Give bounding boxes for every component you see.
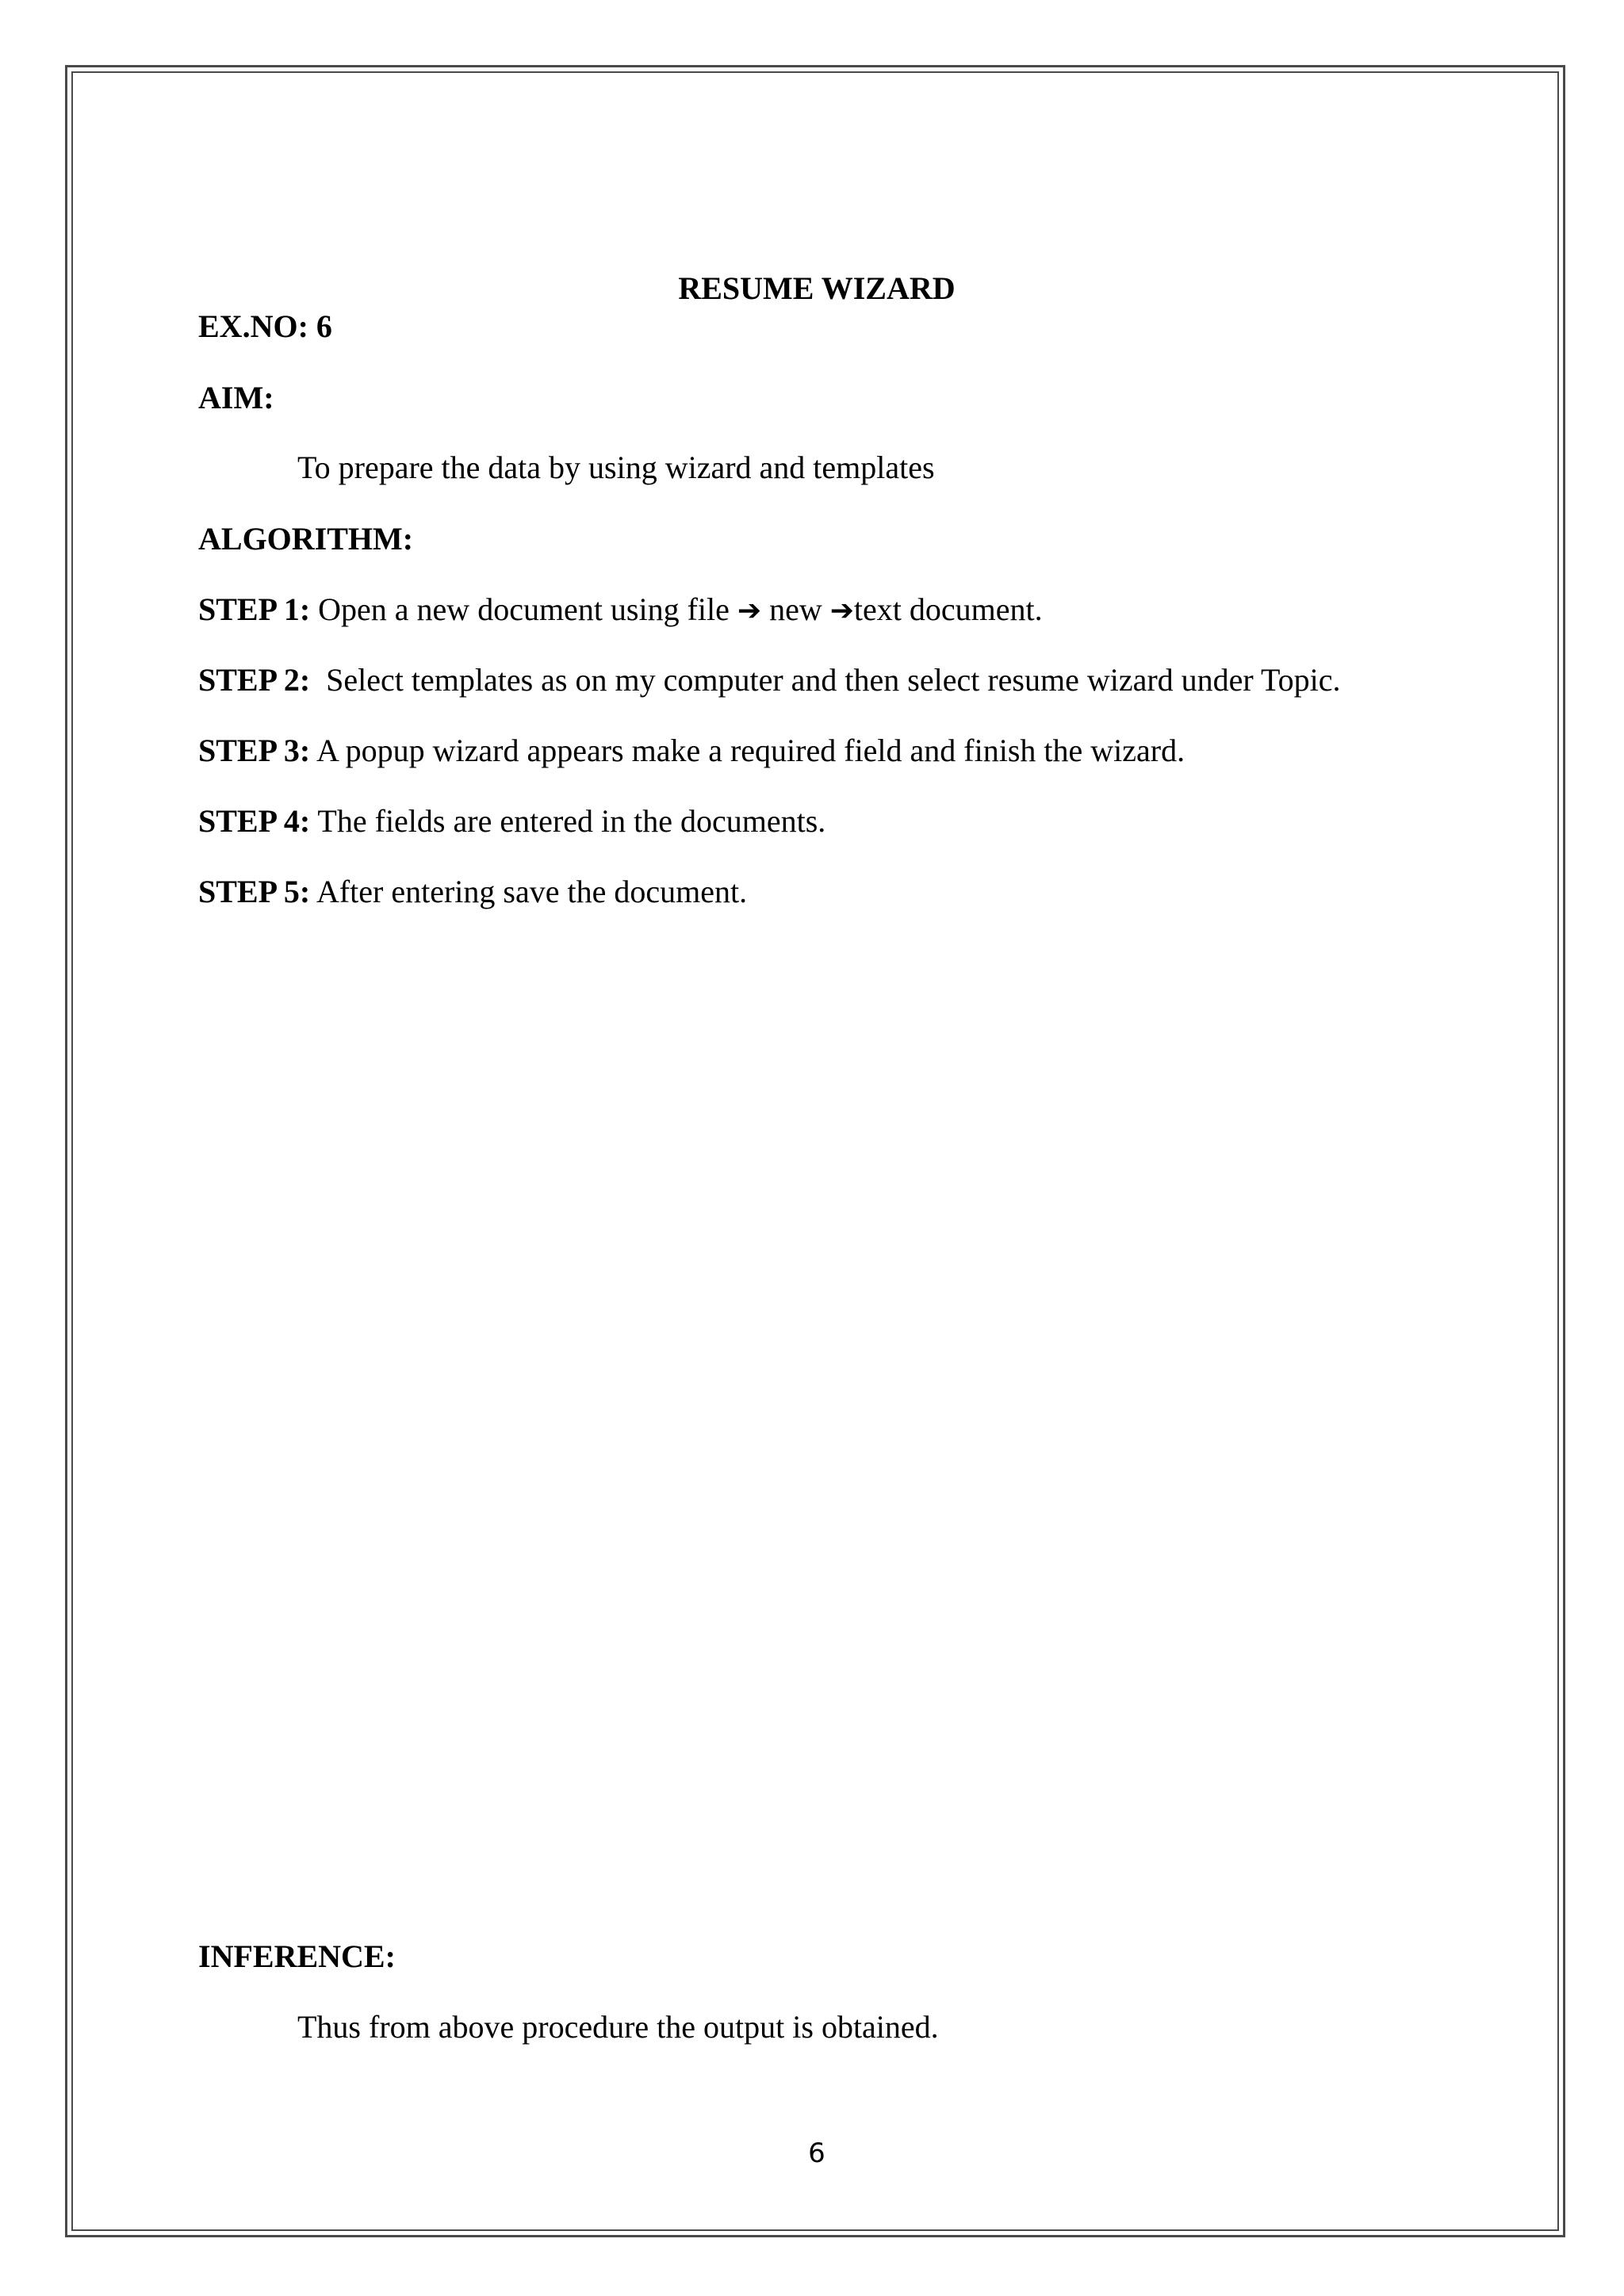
step-label: STEP 1: — [198, 591, 311, 627]
step-label: STEP 4: — [198, 803, 311, 839]
step-text: A popup wizard appears make a required field and finish the wizard. — [310, 733, 1185, 768]
page-number: 6 — [808, 2137, 825, 2169]
inference-text: Thus from above procedure the output is obtained. — [297, 2009, 939, 2045]
algorithm-heading: ALGORITHM: — [198, 521, 414, 557]
step-label: STEP 5: — [198, 874, 311, 909]
right-arrow-icon: ➔ — [737, 595, 762, 627]
aim-heading: AIM: — [198, 380, 274, 415]
step-text: Select templates as on my computer and then select resume wizard under Topic. — [310, 662, 1341, 698]
step-label: STEP 3: — [198, 733, 311, 768]
page-border-inner — [71, 71, 1559, 2231]
right-arrow-icon: ➔ — [829, 595, 854, 627]
algorithm-step-1 — [198, 591, 1043, 630]
step-text-part: Open a new document using file — [310, 591, 737, 627]
algorithm-step-4 — [198, 802, 825, 840]
step-text-part: text document. — [853, 591, 1043, 627]
step-text-part: new — [761, 591, 830, 627]
algorithm-step-2 — [198, 661, 1341, 699]
document-title: RESUME WIZARD — [678, 270, 956, 306]
inference-heading: INFERENCE: — [198, 1938, 396, 1974]
step-label: STEP 2: — [198, 662, 311, 698]
algorithm-step-5 — [198, 873, 747, 911]
aim-text: To prepare the data by using wizard and templates — [297, 450, 935, 485]
algorithm-step-3 — [198, 732, 1185, 770]
step-text: After entering save the document. — [310, 874, 748, 909]
step-text: The fields are entered in the documents. — [310, 803, 826, 839]
exercise-number: EX.NO: 6 — [198, 308, 332, 344]
